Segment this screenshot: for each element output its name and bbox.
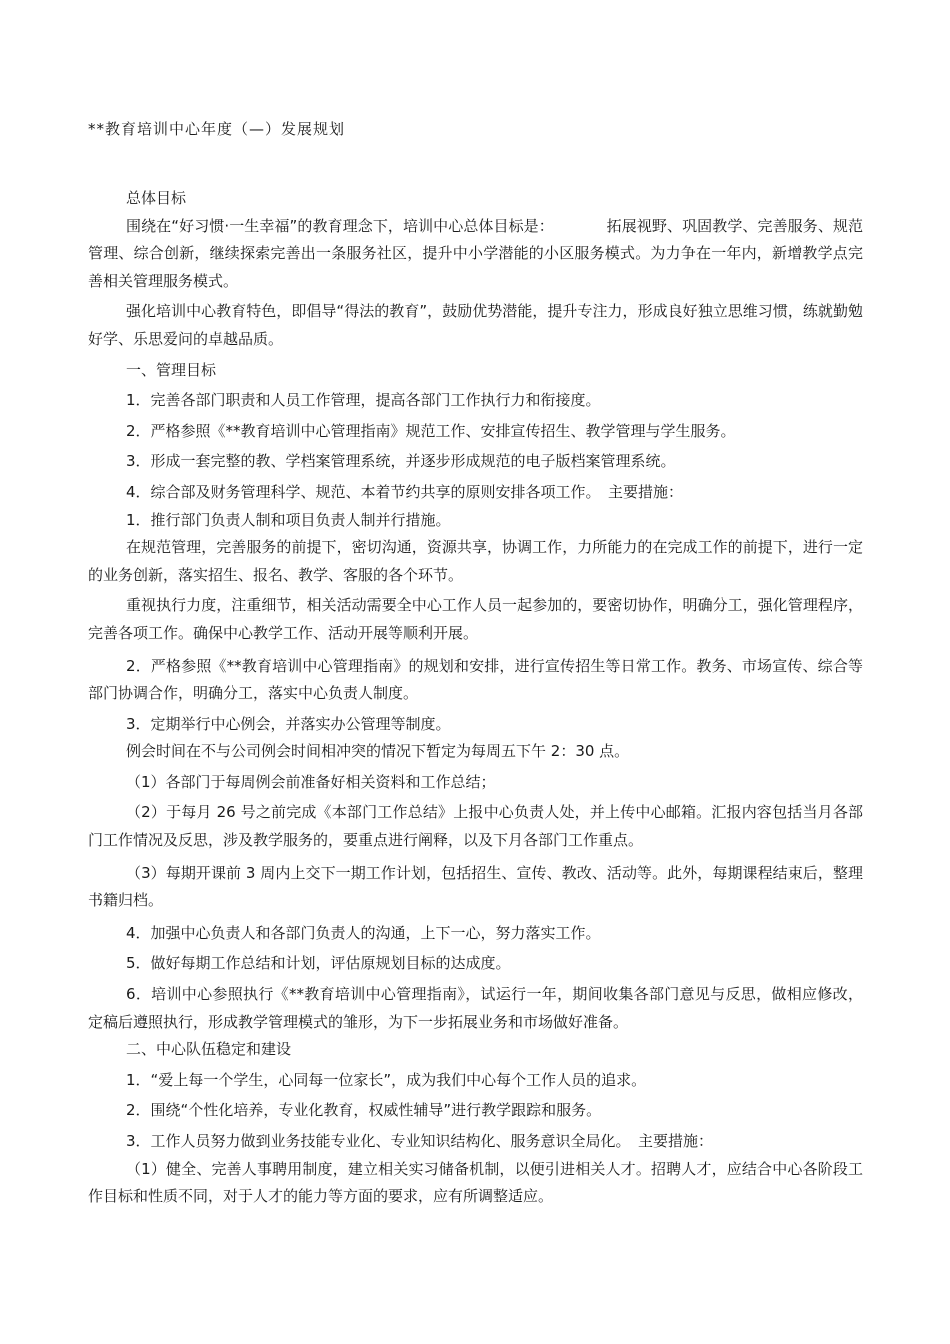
paragraph: 围绕在“好习惯·一生幸福”的教育理念下，培训中心总体目标是： 拓展视野、巩固教学、完善服务、规范管理、综合创新，继续探索完善出一条服务社区，提升中小学潜能的小区服务模式。为力争在一年内，新增教学点完善相关管理服务模式。 bbox=[88, 216, 863, 290]
list-item: 1．完善各部门职责和人员工作管理，提高各部门工作执行力和衔接度。 bbox=[126, 391, 601, 410]
sub-item: （2）于每月 26 号之前完成《本部门工作总结》上报中心负责人处，并上传中心邮箱。汇报内容包括当月各部门工作情况及反思，涉及教学服务的，要重点进行阐释，以及下月各部门工作重点。 bbox=[88, 803, 863, 850]
list-item: 4．综合部及财务管理科学、规范、本着节约共享的原则安排各项工作。 主要措施： bbox=[126, 482, 684, 501]
heading-overall-goal: 总体目标 bbox=[126, 189, 187, 207]
list-item: 1．“爱上每一个学生，心同每一位家长”，成为我们中心每个工作人员的追求。 bbox=[126, 1070, 647, 1089]
sub-item: （1）健全、完善人事聘用制度，建立相关实习储备机制，以便引进相关人才。招聘人才，应结合中心各阶段工作目标和性质不同，对于人才的能力等方面的要求，应有所调整适应。 bbox=[88, 1159, 863, 1206]
heading-management-goal: 一、管理目标 bbox=[126, 360, 217, 379]
document-body bbox=[88, 185, 863, 1211]
list-item: 3．工作人员努力做到业务技能专业化、专业知识结构化、服务意识全局化。 主要措施： bbox=[126, 1132, 714, 1150]
list-item: 5．做好每期工作总结和计划，评估原规划目标的达成度。 bbox=[126, 954, 511, 973]
sub-item: （1）各部门于每周例会前准备好相关资料和工作总结； bbox=[126, 772, 496, 791]
paragraph: 强化培训中心教育特色，即倡导“得法的教育”，鼓励优势潜能，提升专注力，形成良好独立思维习惯，练就勤勉好学、乐思爱问的卓越品质。 bbox=[88, 302, 863, 348]
list-item: 4．加强中心负责人和各部门负责人的沟通，上下一心，努力落实工作。 bbox=[126, 923, 601, 942]
list-item: 3．形成一套完整的教、学档案管理系统，并逐步形成规范的电子版档案管理系统。 bbox=[126, 452, 676, 471]
paragraph: 例会时间在不与公司例会时间相冲突的情况下暂定为每周五下午 2：30 点。 bbox=[126, 742, 630, 761]
list-item: 2．严格参照《**教育培训中心管理指南》的规划和安排，进行宣传招生等日常工作。教务、市场宣传、综合等部门协调合作，明确分工，落实中心负责人制度。 bbox=[88, 656, 863, 703]
paragraph: 重视执行力度，注重细节，相关活动需要全中心工作人员一起参加的，要密切协作，明确分工，强化管理程序，完善各项工作。确保中心教学工作、活动开展等顺利开展。 bbox=[88, 596, 863, 642]
list-item: 3．定期举行中心例会，并落实办公管理等制度。 bbox=[126, 714, 451, 733]
document-title: **教育培训中心年度（—）发展规划 bbox=[88, 120, 346, 138]
list-item: 6．培训中心参照执行《**教育培训中心管理指南》，试运行一年，期间收集各部门意见与反思，做相应修改，定稿后遵照执行，形成教学管理模式的雏形，为下一步拓展业务和市场做好准备。 bbox=[88, 985, 863, 1031]
sub-item: （3）每期开课前 3 周内上交下一期工作计划，包括招生、宣传、教改、活动等。此外，每期课程结束后，整理书籍归档。 bbox=[88, 863, 863, 910]
list-item: 2．严格参照《**教育培训中心管理指南》规范工作、安排宣传招生、教学管理与学生服务。 bbox=[126, 421, 736, 440]
list-item: 2．围绕“个性化培养，专业化教育，权威性辅导”进行教学跟踪和服务。 bbox=[126, 1101, 602, 1120]
list-item: 1．推行部门负责人制和项目负责人制并行措施。 bbox=[126, 510, 451, 529]
paragraph: 在规范管理，完善服务的前提下，密切沟通，资源共享，协调工作，力所能力的在完成工作的前提下，进行一定的业务创新，落实招生、报名、教学、客服的各个环节。 bbox=[88, 538, 863, 584]
heading-team-building: 二、中心队伍稳定和建设 bbox=[126, 1040, 292, 1059]
